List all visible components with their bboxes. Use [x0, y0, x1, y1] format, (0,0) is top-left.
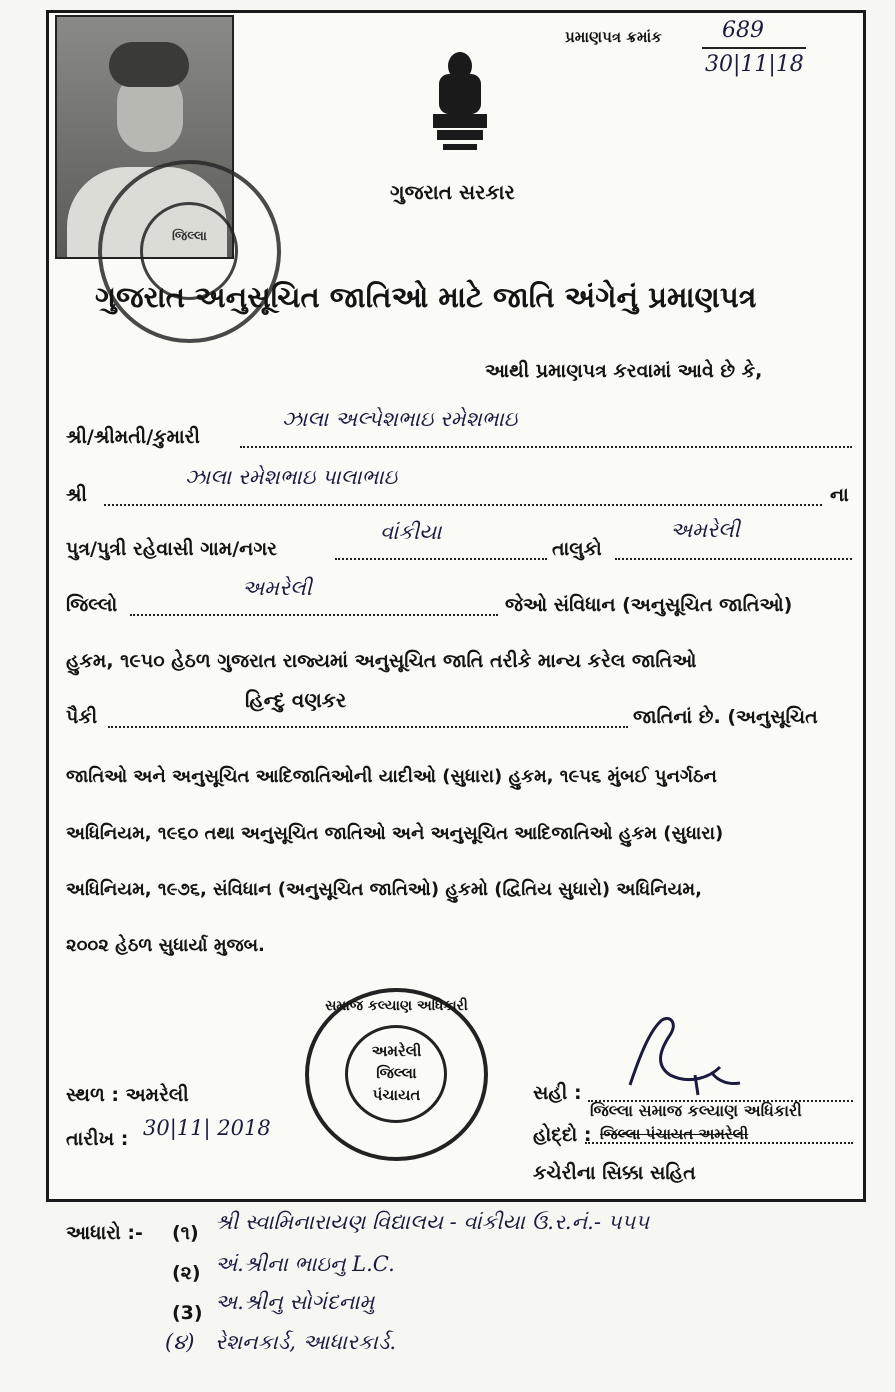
proof-3-text: અ.શ્રીનુ સોગંદનામુ: [215, 1290, 375, 1314]
proof-2-text: અં.શ્રીના ભાઇનુ L.C.: [215, 1252, 395, 1276]
proof-1-num: (૧): [172, 1222, 199, 1244]
taluka-label: તાલુકો: [552, 538, 602, 560]
cert-no-label: પ્રમાણપત્ર ક્રમાંક: [565, 28, 662, 46]
officer-title: જિલ્લા સમાજ કલ્યાણ અધિકારી: [590, 1101, 802, 1120]
proof-4-num: (૪): [165, 1330, 195, 1354]
paragraph-line-4: ૨૦૦૨ હેઠળ સુધાર્યા મુજબ.: [66, 935, 265, 956]
office-seal-note: કચેરીના સિક્કા સહિત: [533, 1162, 696, 1184]
state-emblem-icon: [425, 44, 495, 164]
parent-label: શ્રી: [66, 484, 87, 506]
paragraph-line-2: અધિનિયમ, ૧૯૬૦ તથા અનુસૂચિત જાતિઓ અને અનુસૂચિત આદિજાતિઓ હુકમ (સુધારા): [66, 823, 724, 844]
post-label: હોદ્દો :: [533, 1124, 592, 1146]
paragraph-line-3: અધિનિયમ, ૧૯૭૬, સંવિધાન (અનુસૂચિત જાતિઓ) હુકમો (દ્વિતિય સુધારો) અધિનિયમ,: [66, 879, 702, 900]
intro-text: આથી પ્રમાણપત્ર કરવામાં આવે છે કે,: [485, 360, 763, 382]
seal-center-3: પંચાયત: [372, 1086, 421, 1104]
village-dots: [335, 558, 547, 560]
village-label: પુત્ર/પુત્રી રહેવાસી ગામ/નગર: [66, 538, 278, 560]
date-value: 30|11| 2018: [143, 1116, 271, 1140]
proofs-label: આધારો :-: [66, 1222, 143, 1244]
district-value: અમરેલી: [242, 576, 312, 600]
post-value: જિલ્લા પંચાયત અમરેલી: [600, 1125, 749, 1143]
paragraph-line-1: જાતિઓ અને અનુસૂચિત આદિજાતિઓની યાદીઓ (સુધારા) હુકમ, ૧૯૫૬ મુંબઈ પુનર્ગઠન: [66, 766, 717, 787]
caste-suffix: જાતિનાં છે. (અનુસૂચિત: [633, 706, 818, 728]
caste-dots: [108, 726, 628, 728]
parent-dots: [104, 504, 822, 506]
order-line: હુકમ, ૧૯૫૦ હેઠળ ગુજરાત રાજ્યમાં અનુસૂચિત જાતિ તરીકે માન્ય કરેલ જાતિઓ: [66, 650, 697, 672]
district-label: જિલ્લો: [66, 594, 118, 616]
seal-center-2: જિલ્લા: [376, 1064, 417, 1082]
district-dots: [130, 614, 498, 616]
seal-stamp-top: જિલ્લા: [98, 160, 281, 343]
official-seal: [305, 988, 488, 1161]
name-value: ઝાલા અલ્પેશભાઇ રમેશભાઇ: [282, 407, 518, 431]
proof-4-text: રેશનકાર્ડ, આધારકાર્ડ.: [215, 1330, 397, 1354]
taluka-value: અમરેલી: [670, 518, 740, 542]
cert-date-value: 30|11|18: [705, 52, 804, 77]
seal-ring-text: સમાજ કલ્યાણ અધિકારી: [325, 998, 468, 1014]
signature: [600, 1005, 760, 1100]
proof-2-num: (૨): [172, 1262, 201, 1284]
name-dots: [240, 446, 852, 448]
place-label: સ્થળ : અમરેલી: [66, 1084, 189, 1106]
cert-no-value: 689: [722, 18, 764, 43]
parent-value: ઝાલા રમેશભાઇ પાલાભાઇ: [185, 465, 398, 489]
parent-suffix: ના: [830, 484, 849, 506]
proof-1-text: શ્રી સ્વામિનારાયણ વિદ્યાલય - વાંકીયા ઉ.ર.નં.- ૫૫૫: [215, 1210, 649, 1234]
certificate-title: ગુજરાત અનુસૂચિત જાતિઓ માટે જાતિ અંગેનું પ્રમાણપત્ર: [95, 280, 757, 314]
name-label: શ્રી/શ્રીમતી/કુમારી: [66, 426, 200, 448]
village-value: વાંકીયા: [380, 520, 442, 544]
proof-3-num: (3): [172, 1302, 203, 1324]
among-label: પૈકી: [66, 706, 98, 728]
caste-value: હિન્દુ વણકર: [245, 688, 347, 712]
seal-center-1: અમરેલી: [371, 1042, 422, 1060]
sign-label: સહી :: [533, 1082, 582, 1104]
cert-no-divider: [702, 47, 806, 49]
government-name: ગુજરાત સરકાર: [390, 180, 515, 204]
district-suffix: જેઓ સંવિધાન (અનુસૂચિત જાતિઓ): [505, 594, 793, 616]
taluka-dots: [615, 558, 852, 560]
date-label: તારીખ :: [66, 1128, 129, 1150]
